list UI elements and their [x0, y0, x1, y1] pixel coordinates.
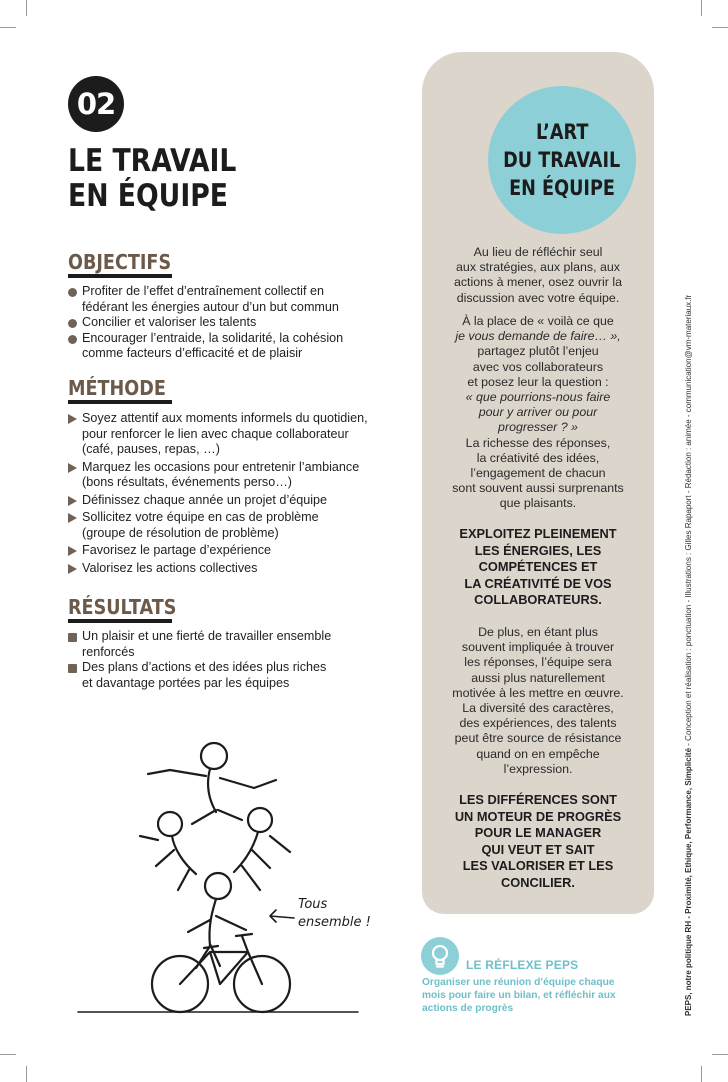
list-item: Des plans d’actions et des idées plus riches et davantage portées par les équipes [68, 660, 331, 691]
crop-mark [26, 0, 27, 16]
rider-body [188, 899, 246, 968]
crop-mark [0, 27, 16, 28]
figure-head-right [248, 808, 272, 832]
methode-underline [68, 400, 172, 404]
list-item: Profiter de l’effet d’entraînement collectif en fédérant les énergies autour d’un but commun [68, 284, 343, 315]
figure-head-top [201, 743, 227, 769]
vertical-credits: PEPS, notre politique RH - Proximité, Ethique, Performance, Simplicité - Conception et réalisation : ponctuation - Illustrations : Gilles Rapaport - Rédaction : animée - communication@vm-materiaux.fr [684, 294, 693, 1016]
list-item: Concilier et valoriser les talents [68, 315, 343, 331]
crop-mark [701, 1066, 702, 1082]
page-title [68, 144, 236, 214]
panel-title-line1: L’ART [535, 120, 589, 144]
team-cycling-illustration [70, 740, 390, 1020]
page-title-line1: LE TRAVAIL [68, 143, 237, 179]
list-item: Soyez attentif aux moments informels du quotidien, pour renforcer le lien avec chaque collaborateur (café, pauses, repas, …) [68, 411, 368, 458]
chapter-number: 02 [76, 87, 116, 121]
panel-paragraph-3: De plus, en étant plus souvent impliquée à trouver les réponses, l’équipe sera aussi plus naturellement motivée à les mettre en œuvre. La diversité des caractères, des expériences, des talents peut être source de résistance quand on en empêche l’expression. [452, 625, 624, 776]
methode-list [68, 411, 368, 576]
list-item: Un plaisir et une fierté de travailler ensemble renforcés [68, 629, 331, 660]
crop-mark [701, 0, 702, 16]
illustration-caption-line1: Tous [298, 897, 328, 912]
list-item: Favorisez le partage d’expérience [68, 543, 368, 559]
illustration-caption-line2: ensemble ! [298, 915, 371, 930]
page-title-line2: EN ÉQUIPE [68, 178, 229, 214]
crop-mark [26, 1066, 27, 1082]
objectifs-list [68, 284, 343, 362]
caption-arrow [270, 910, 294, 922]
figure-head-left [158, 812, 182, 836]
objectifs-underline [68, 274, 172, 278]
crop-mark [712, 1054, 728, 1055]
reflex-title: LE RÉFLEXE PEPS [466, 958, 579, 972]
panel-paragraph-2: À la place de « voilà ce que je vous demande de faire… », partagez plutôt l’enjeu avec vos collaborateurs et posez leur la question : « que pourrions-nous faire pour y arriver ou pour progresser ? » La richesse des réponses, la créativité des idées, l’engagement de chacun sont souvent aussi surprenants que plaisants. [452, 314, 624, 511]
list-item: Encourager l’entraide, la solidarité, la cohésion comme facteurs d’efficacité et de plaisir [68, 331, 343, 362]
objectifs-heading: OBJECTIFS [68, 250, 172, 274]
panel-title-line2: DU TRAVAIL [503, 148, 621, 172]
resultats-underline [68, 619, 172, 623]
list-item: Sollicitez votre équipe en cas de problème (groupe de résolution de problème) [68, 510, 368, 541]
list-item: Marquez les occasions pour entretenir l’ambiance (bons résultats, événements perso…) [68, 460, 368, 491]
reflex-body: Organiser une réunion d’équipe chaque mois pour faire un bilan, et réfléchir aux actions de progrès [422, 977, 616, 1014]
crop-mark [712, 27, 728, 28]
rider-head [205, 873, 231, 899]
list-item: Valorisez les actions collectives [68, 561, 368, 577]
panel-callout-1: EXPLOITEZ PLEINEMENT LES ÉNERGIES, LES COMPÉTENCES ET LA CRÉATIVITÉ DE VOS COLLABORATEURS. [459, 526, 617, 607]
lightbulb-icon [421, 937, 459, 975]
lightbulb-icon-glyph [421, 937, 459, 975]
resultats-heading: RÉSULTATS [68, 595, 177, 619]
resultats-list [68, 629, 331, 691]
figure-body-top [148, 769, 276, 824]
chapter-number-badge [68, 76, 124, 132]
crop-mark [0, 1054, 16, 1055]
figure-body-left [140, 836, 196, 890]
list-item: Définissez chaque année un projet d’équipe [68, 493, 368, 509]
figure-body-right [234, 832, 290, 890]
methode-heading: MÉTHODE [68, 376, 166, 400]
panel-paragraph-1: Au lieu de réfléchir seul aux stratégies, aux plans, aux actions à mener, osez ouvrir la discussion avec votre équipe. [453, 245, 623, 305]
panel-title-line3: EN ÉQUIPE [509, 176, 615, 200]
panel-title-circle [488, 86, 636, 234]
panel-callout-2: LES DIFFÉRENCES SONT UN MOTEUR DE PROGRÈS POUR LE MANAGER QUI VEUT ET SAIT LES VALORISER ET LES CONCILIER. [454, 792, 622, 890]
